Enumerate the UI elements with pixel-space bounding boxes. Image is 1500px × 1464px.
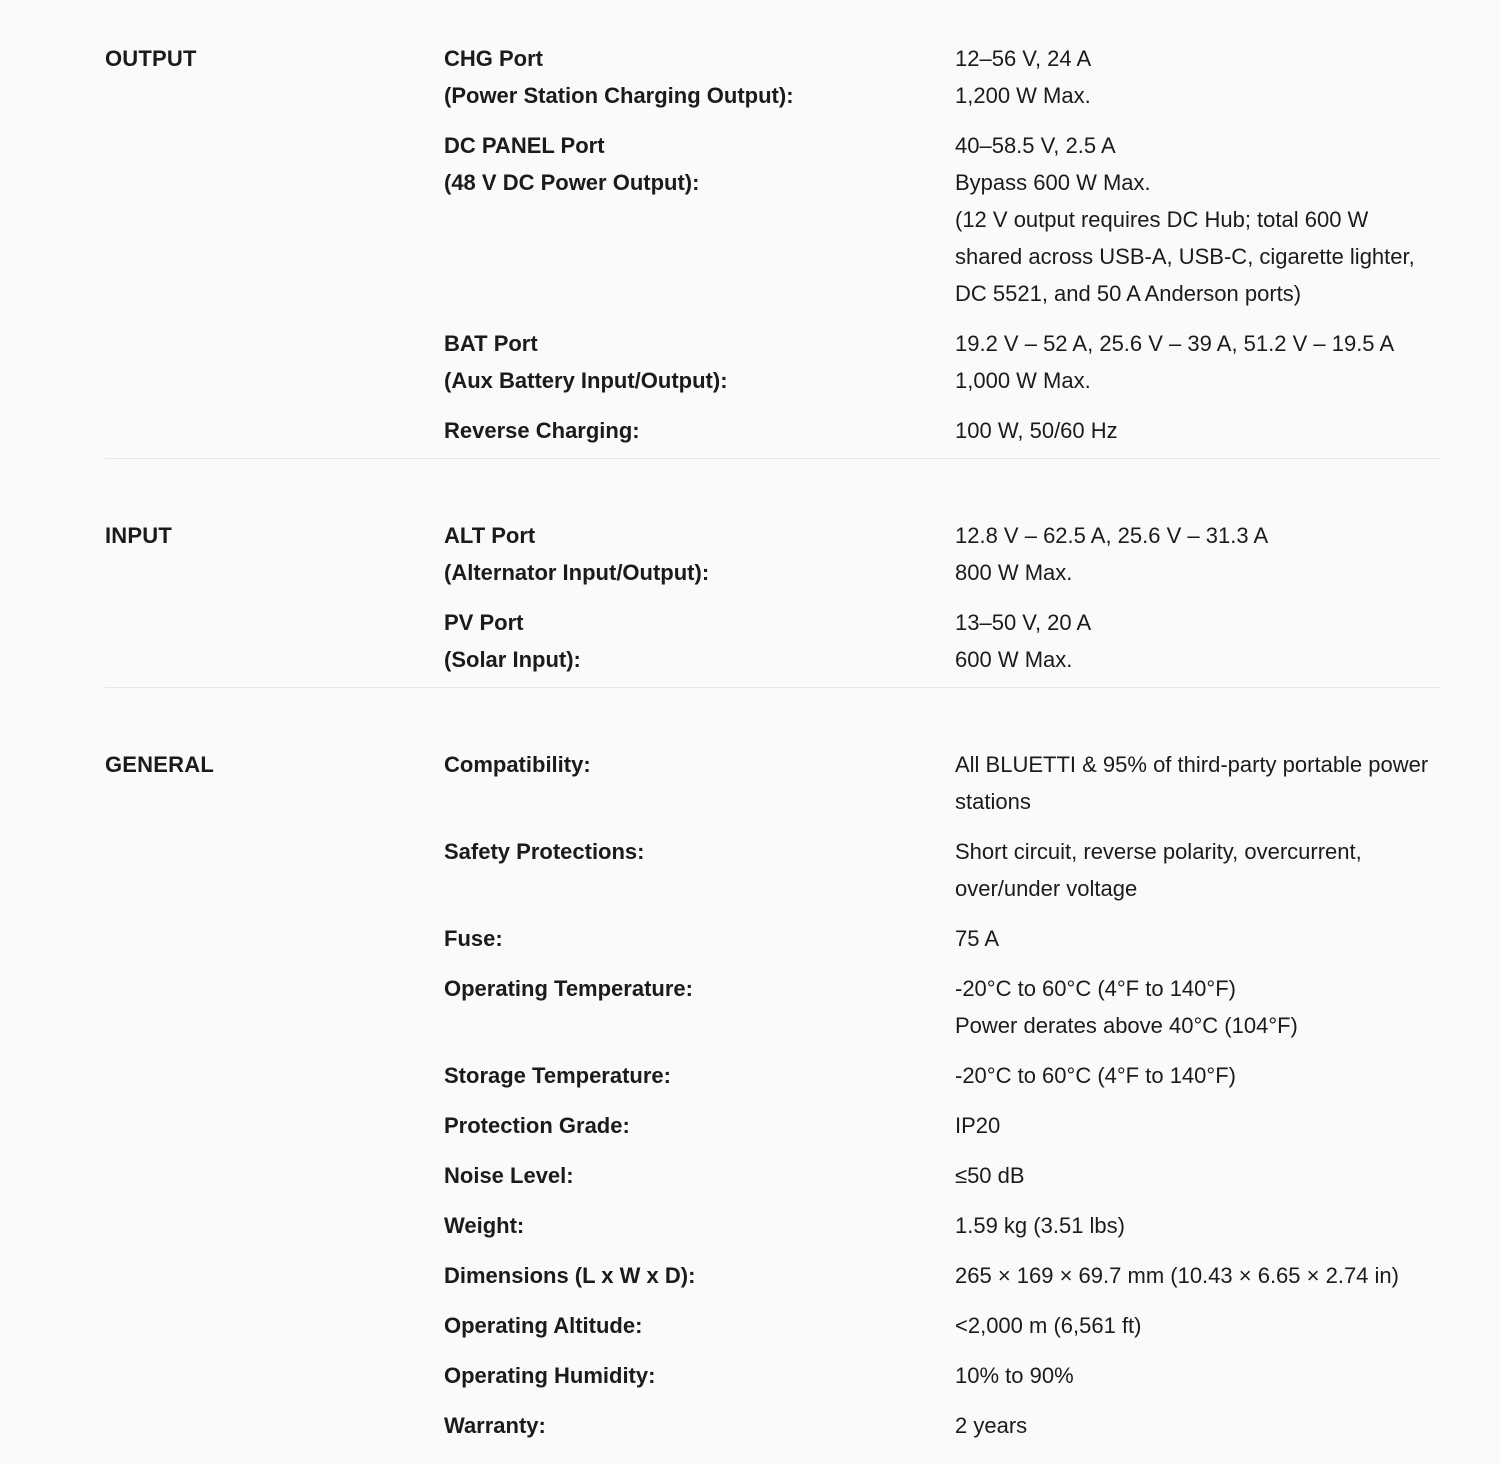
spec-name [444, 1407, 955, 1444]
spec-row-dc-panel-port [444, 127, 1440, 312]
spec-value-line: 1,000 W Max. [955, 368, 1091, 393]
spec-value [955, 127, 1440, 312]
spec-name [444, 127, 955, 201]
spec-value [955, 1157, 1440, 1194]
spec-name-line: Weight: [444, 1213, 525, 1238]
spec-name [444, 517, 955, 591]
spec-name [444, 1157, 955, 1194]
section-label-general: GENERAL [105, 752, 214, 777]
spec-value-line: 100 W, 50/60 Hz [955, 418, 1118, 443]
spec-value [955, 604, 1440, 678]
spec-value-line: 75 A [955, 926, 1000, 951]
spec-row-bat-port [444, 325, 1440, 399]
spec-value [955, 1407, 1440, 1444]
spec-value [955, 412, 1440, 449]
spec-name-line: (Aux Battery Input/Output): [444, 368, 728, 393]
spec-value-line: IP20 [955, 1113, 1001, 1138]
spec-rows [444, 40, 1440, 449]
spec-value [955, 325, 1440, 399]
spec-value [955, 1257, 1440, 1294]
spec-row-protection-grade [444, 1107, 1440, 1144]
spec-row-safety-protections [444, 833, 1440, 907]
spec-value-line: 10% to 90% [955, 1363, 1074, 1388]
spec-value-line: 1,200 W Max. [955, 83, 1091, 108]
spec-section-input [105, 459, 1440, 678]
spec-value [955, 1057, 1440, 1094]
spec-value-line: <2,000 m (6,561 ft) [955, 1313, 1142, 1338]
spec-row-noise-level [444, 1157, 1440, 1194]
spec-row-dimensions [444, 1257, 1440, 1294]
spec-name [444, 1107, 955, 1144]
spec-row-fuse [444, 920, 1440, 957]
spec-value [955, 746, 1440, 820]
spec-row-compatibility [444, 746, 1440, 820]
spec-rows [444, 746, 1440, 1444]
spec-value-line: (12 V output requires DC Hub; total 600 W shared across USB-A, USB-C, cigarette lighter, DC 5521, and 50 A Anderson ports) [955, 207, 1415, 306]
spec-name-line: Protection Grade: [444, 1113, 630, 1138]
spec-row-operating-humidity [444, 1357, 1440, 1394]
spec-name-line: PV Port [444, 610, 524, 635]
spec-value [955, 1307, 1440, 1344]
spec-value-line: Bypass 600 W Max. [955, 170, 1151, 195]
spec-name-line: DC PANEL Port [444, 133, 605, 158]
spec-name-line: BAT Port [444, 331, 538, 356]
spec-name-line: (Alternator Input/Output): [444, 560, 710, 585]
spec-value-line: Power derates above 40°C (104°F) [955, 1013, 1298, 1038]
spec-value-line: 12–56 V, 24 A [955, 46, 1092, 71]
spec-row-warranty [444, 1407, 1440, 1444]
spec-name [444, 1207, 955, 1244]
spec-name-line: Reverse Charging: [444, 418, 640, 443]
spec-value [955, 970, 1440, 1044]
spec-value-line: All BLUETTI & 95% of third-party portable power stations [955, 752, 1429, 814]
spec-value [955, 1207, 1440, 1244]
spec-rows [444, 517, 1440, 678]
spec-value [955, 833, 1440, 907]
spec-name-line: Operating Altitude: [444, 1313, 643, 1338]
spec-name-line: Operating Temperature: [444, 976, 693, 1001]
section-label-output: OUTPUT [105, 46, 197, 71]
spec-name [444, 604, 955, 678]
spec-value-line: ≤50 dB [955, 1163, 1025, 1188]
spec-value [955, 1357, 1440, 1394]
spec-name-line: Compatibility: [444, 752, 591, 777]
spec-name-line: Operating Humidity: [444, 1363, 656, 1388]
spec-name-line: (Power Station Charging Output): [444, 83, 794, 108]
spec-name-line: Dimensions (L x W x D): [444, 1263, 696, 1288]
spec-value [955, 920, 1440, 957]
spec-name [444, 412, 955, 449]
spec-name-line: CHG Port [444, 46, 543, 71]
spec-name-line: Safety Protections: [444, 839, 645, 864]
spec-row-operating-altitude [444, 1307, 1440, 1344]
spec-value-line: -20°C to 60°C (4°F to 140°F) [955, 976, 1236, 1001]
spec-value-line: 800 W Max. [955, 560, 1073, 585]
section-label-input: INPUT [105, 523, 172, 548]
spec-row-weight [444, 1207, 1440, 1244]
spec-name [444, 1357, 955, 1394]
spec-section-output [105, 40, 1440, 449]
spec-value-line: 12.8 V – 62.5 A, 25.6 V – 31.3 A [955, 523, 1269, 548]
spec-name [444, 1057, 955, 1094]
spec-name [444, 833, 955, 870]
spec-row-storage-temperature [444, 1057, 1440, 1094]
spec-row-reverse-charging [444, 412, 1440, 449]
spec-name-line: Fuse: [444, 926, 503, 951]
spec-name-line: (48 V DC Power Output): [444, 170, 700, 195]
spec-value-line: Short circuit, reverse polarity, overcurrent, over/under voltage [955, 839, 1362, 901]
spec-name [444, 920, 955, 957]
spec-name [444, 746, 955, 783]
spec-name [444, 40, 955, 114]
spec-row-alt-port [444, 517, 1440, 591]
spec-name [444, 970, 955, 1007]
spec-row-pv-port [444, 604, 1440, 678]
spec-value-line: 40–58.5 V, 2.5 A [955, 133, 1116, 158]
spec-value-line: 19.2 V – 52 A, 25.6 V – 39 A, 51.2 V – 19.5 A [955, 331, 1395, 356]
spec-row-operating-temperature [444, 970, 1440, 1044]
spec-value-line: 1.59 kg (3.51 lbs) [955, 1213, 1125, 1238]
spec-name [444, 325, 955, 399]
spec-name-line: (Solar Input): [444, 647, 581, 672]
spec-value-line: 265 × 169 × 69.7 mm (10.43 × 6.65 × 2.74 in) [955, 1263, 1399, 1288]
spec-row-chg-port [444, 40, 1440, 114]
spec-value-line: 13–50 V, 20 A [955, 610, 1092, 635]
spec-value [955, 1107, 1440, 1144]
spec-value [955, 517, 1440, 591]
spec-value-line: -20°C to 60°C (4°F to 140°F) [955, 1063, 1236, 1088]
spec-name-line: Storage Temperature: [444, 1063, 671, 1088]
spec-value-line: 2 years [955, 1413, 1028, 1438]
spec-name-line: Warranty: [444, 1413, 546, 1438]
spec-name-line: Noise Level: [444, 1163, 574, 1188]
spec-name [444, 1307, 955, 1344]
spec-name-line: ALT Port [444, 523, 536, 548]
spec-value-line: 600 W Max. [955, 647, 1073, 672]
spec-name [444, 1257, 955, 1294]
spec-value [955, 40, 1440, 114]
spec-section-general [105, 688, 1440, 1444]
